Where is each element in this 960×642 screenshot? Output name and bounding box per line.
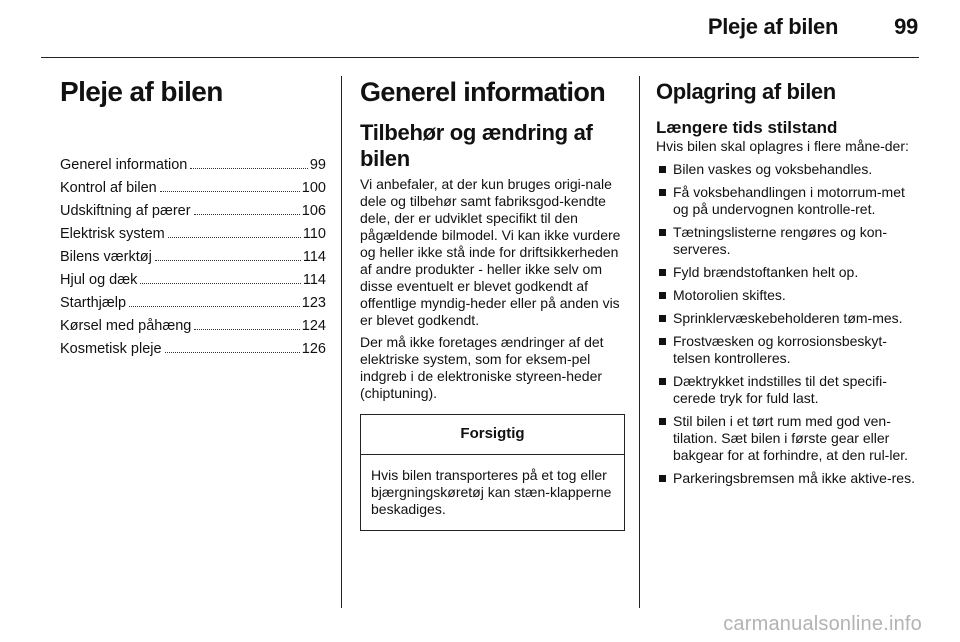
header-divider (41, 57, 919, 58)
toc-leader-dots (165, 352, 300, 353)
body-paragraph: Vi anbefaler, at der kun bruges origi-nale dele og tilbehør samt fabriksgod-kendte dele, der er udviklet specifikt til den pågældende bilmodel. Vi kan ikke vurdere og heller ikke stå inde for driftsikkerheden af andre produkter - heller ikke selv om disse eventuelt er blevet godkendt af offentlige myndig-heder eller på anden vis er blevet godkendt. (360, 176, 621, 328)
toc-leader-dots (168, 237, 301, 238)
toc-entry-label: Bilens værktøj (60, 249, 152, 265)
running-header (708, 14, 918, 40)
toc-entry[interactable] (60, 269, 326, 292)
body-paragraph: Der må ikke foretages ændringer af det elektriske system, som for eksem-pel indgreb i de elektroniske styreen-heder (chiptuning). (360, 334, 604, 401)
toc-entry-label: Kosmetisk pleje (60, 341, 162, 357)
toc-leader-dots (194, 214, 300, 215)
toc-entry-page: 124 (301, 318, 326, 334)
section-title: Oplagring af bilen (656, 79, 836, 104)
toc-entry[interactable] (60, 292, 326, 315)
storage-checklist (656, 161, 920, 487)
page-number: 99 (894, 14, 918, 39)
column-divider-right (639, 76, 640, 608)
toc-leader-dots (160, 191, 300, 192)
intro-text: Hvis bilen skal oplagres i flere måne-der: (656, 138, 909, 154)
toc-entry-page: 123 (301, 295, 326, 311)
chapter-title: Pleje af bilen (60, 76, 223, 107)
caution-text: Hvis bilen transporteres på et tog eller bjærgningskøretøj kan stæn-klapperne beskadiges. (371, 467, 612, 517)
storage-column (656, 70, 920, 493)
toc-entry[interactable] (60, 177, 326, 200)
subsection-title: Længere tids stilstand (656, 118, 838, 137)
subsection-title: Tilbehør og ændring af bilen (360, 120, 593, 171)
toc-entry-label: Starthjælp (60, 295, 127, 311)
toc-entry[interactable] (60, 338, 326, 361)
list-item: Motorolien skiftes. (656, 287, 920, 304)
list-item: Frostvæsken og korrosionsbeskyt-telsen kontrolleres. (656, 333, 920, 367)
toc-entry[interactable] (60, 315, 326, 338)
list-item: Få voksbehandlingen i motorrum-met og på undervognen kontrolle-ret. (656, 184, 920, 218)
list-item: Stil bilen i et tørt rum med god ven-tilation. Sæt bilen i første gear eller bakgear for at forhindre, at den rul-ler. (656, 413, 920, 464)
toc-entry-label: Kontrol af bilen (60, 180, 157, 196)
toc-entry-label: Generel information (60, 157, 188, 173)
running-header-title: Pleje af bilen (707, 14, 839, 39)
toc-leader-dots (129, 306, 300, 307)
toc-entry-page: 110 (302, 226, 326, 242)
toc-leader-dots (140, 283, 301, 284)
toc-leader-dots (190, 168, 308, 169)
caution-body (361, 455, 624, 530)
toc-entry[interactable] (60, 154, 326, 177)
list-item: Parkeringsbremsen må ikke aktive-res. (656, 470, 920, 487)
toc-leader-dots (155, 260, 301, 261)
caution-heading: Forsigtig (361, 415, 624, 455)
toc-entry-page: 100 (301, 180, 326, 196)
toc-entry-page: 114 (302, 272, 326, 288)
toc-entry-label: Udskiftning af pærer (60, 203, 191, 219)
toc-entry-page: 114 (302, 249, 326, 265)
toc-entry[interactable] (60, 223, 326, 246)
toc-entry-page: 126 (301, 341, 326, 357)
toc-entry-page: 99 (309, 157, 326, 173)
list-item: Fyld brændstoftanken helt op. (656, 264, 920, 281)
toc-entry-page: 106 (301, 203, 326, 219)
caution-box (360, 414, 625, 531)
list-item: Sprinklervæskebeholderen tøm-mes. (656, 310, 920, 327)
list-item: Tætningslisterne rengøres og kon-serveres. (656, 224, 920, 258)
toc-entry-label: Elektrisk system (60, 226, 165, 242)
toc-entry[interactable] (60, 200, 326, 223)
general-information-column (360, 70, 625, 531)
table-of-contents (60, 154, 326, 361)
watermark: carmanualsonline.info (723, 613, 922, 635)
toc-entry[interactable] (60, 246, 326, 269)
list-item: Bilen vaskes og voksbehandles. (656, 161, 920, 178)
column-divider-left (341, 76, 342, 608)
toc-entry-label: Hjul og dæk (60, 272, 138, 288)
toc-entry-label: Kørsel med påhæng (60, 318, 192, 334)
toc-leader-dots (194, 329, 299, 330)
list-item: Dæktrykket indstilles til det specifi-cerede tryk for fuld last. (656, 373, 920, 407)
section-title: Generel information (360, 77, 606, 107)
chapter-column (60, 70, 326, 361)
